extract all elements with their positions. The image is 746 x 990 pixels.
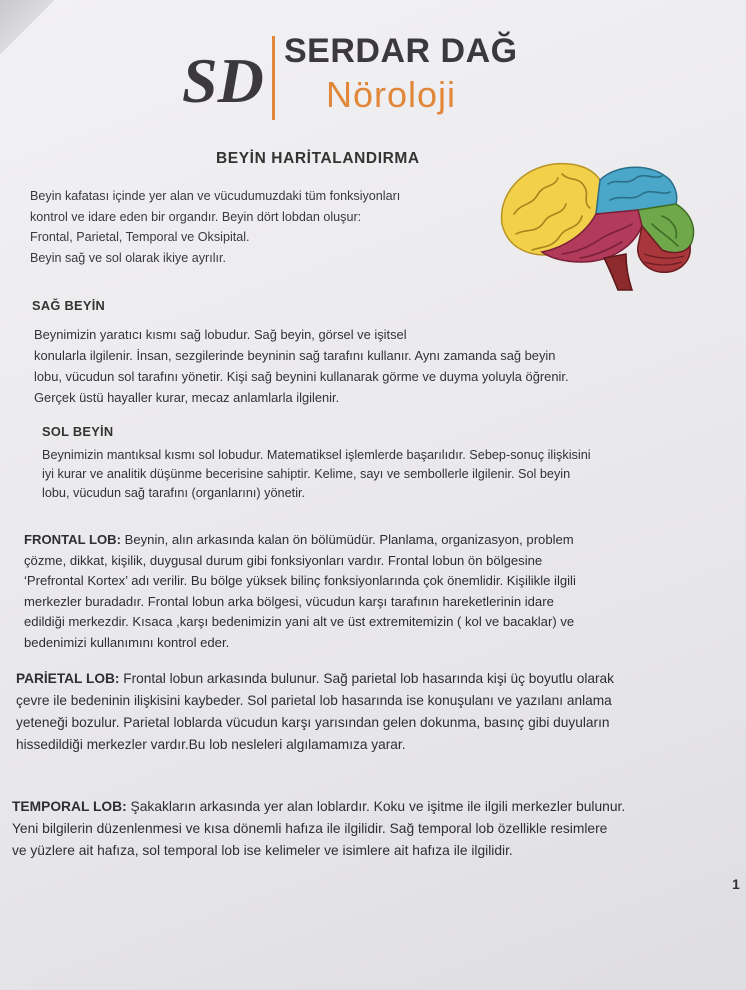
- temporal-line: Şakakların arkasında yer alan loblardır. Koku ve işitme ile ilgili merkezler bulunur.: [126, 799, 626, 814]
- left-brain-line: Beynimizin mantıksal kısmı sol lobudur. Matematiksel işlemlerde başarılıdır. Sebep-sonuç ilişkisini: [42, 448, 591, 462]
- document-title: BEYİN HARİTALANDIRMA: [216, 150, 420, 167]
- left-brain-line: lobu, vücudun sağ tarafını (organlarını) yönetir.: [42, 486, 306, 500]
- parietal-line: çevre ile bedeninin ilişkisini kaybeder. Sol parietal lob hasarında ise konuşulanı ve yazılanı anlama: [16, 693, 612, 708]
- intro-line: Beyin sağ ve sol olarak ikiye ayrılır.: [30, 250, 226, 265]
- parietal-line: hissedildiği merkezler vardır.Bu lob nesleleri algılamamıza yarar.: [16, 737, 406, 752]
- temporal-line: ve yüzlere ait hafıza, sol temporal lob ise kelimeler ve isimlere ait hafıza ile ilgilidir.: [12, 843, 513, 858]
- page-fold: [0, 0, 60, 60]
- page-number: 1: [732, 876, 740, 892]
- frontal-line: çözme, dikkat, kişilik, duygusal durum gibi fonksiyonları vardır. Frontal lobun ön bölgesine: [24, 552, 543, 568]
- frontal-line: Beynin, alın arkasında kalan ön bölümüdür. Planlama, organizasyon, problem: [120, 532, 574, 547]
- right-brain-line: Beynimizin yaratıcı kısmı sağ lobudur. Sağ beyin, görsel ve işitsel: [34, 327, 407, 342]
- frontal-lobe-paragraph: [24, 530, 734, 654]
- brand-name: SERDAR DAĞ: [284, 32, 518, 70]
- intro-line: Frontal, Parietal, Temporal ve Oksipital.: [30, 230, 250, 244]
- right-brain-line: Gerçek üstü hayaller kurar, mecaz anlamlarla ilgilenir.: [34, 390, 340, 405]
- sd-monogram-icon: [178, 34, 268, 124]
- left-brain-line: iyi kurar ve analitik düşünme becerisine sahiptir. Kelime, sayı ve sembollerle ilgilenir. Sol beyin: [42, 467, 571, 481]
- left-brain-paragraph: [42, 446, 742, 503]
- logo-monogram: SD: [182, 45, 264, 116]
- right-brain-heading: SAĞ BEYİN: [32, 298, 106, 313]
- logo: [178, 30, 538, 130]
- temporal-lobe-label: TEMPORAL LOB:: [12, 799, 127, 814]
- right-brain-line: konularla ilgilenir. İnsan, sezgilerinde beyninin sağ tarafını kullanır. Aynı zamanda sağ beyin: [34, 348, 556, 363]
- frontal-line: merkezler buradadır. Frontal lobun arka bölgesi, vücudun karşı tarafının hareketlerinin idare: [24, 593, 554, 609]
- parietal-lobe-paragraph: [16, 668, 736, 756]
- temporal-line: Yeni bilgilerin düzenlenmesi ve kısa dönemli hafıza ile ilgilidir. Sağ temporal lob özellikle resimlere: [12, 821, 608, 836]
- parietal-line: yeteneği bozulur. Parietal loblarda vücudun karşı yarısından gelen dokunma, basınç gibi duyuların: [16, 715, 610, 730]
- right-brain-paragraph: [34, 324, 734, 408]
- intro-line: kontrol ve idare eden bir organdır. Beyin dört lobdan oluşur:: [30, 209, 362, 224]
- frontal-lobe-label: FRONTAL LOB:: [24, 532, 121, 547]
- logo-divider: [272, 36, 275, 120]
- frontal-line: ‘Prefrontal Kortex’ adı verilir. Bu bölge yüksek bilinç fonksiyonlarında çok önemlidir. Kişilikle ilgili: [24, 573, 576, 589]
- intro-line: Beyin kafatası içinde yer alan ve vücudumuzdaki tüm fonksiyonları: [30, 189, 401, 203]
- intro-paragraph: [30, 186, 470, 268]
- frontal-line: edildiği merkezdir. Kısaca ,karşı bedenimizin yani alt ve üst extremitemizin ( kol ve bacaklar) ve: [24, 614, 575, 630]
- parietal-line: Frontal lobun arkasında bulunur. Sağ parietal lob hasarında kişi üç boyutlu olarak: [119, 671, 614, 686]
- brand-subtitle: Nöroloji: [326, 74, 457, 115]
- brain-illustration-icon: [492, 154, 704, 294]
- right-brain-line: lobu, vücudun sol tarafını yönetir. Kişi sağ beynini kullanarak görme ve duyma yoluyla öğrenir.: [34, 369, 569, 384]
- temporal-lobe-paragraph: [12, 796, 738, 862]
- left-brain-heading: SOL BEYİN: [42, 424, 114, 439]
- parietal-lobe-label: PARİETAL LOB:: [16, 671, 120, 686]
- frontal-line: bedenimizi kullanımını kontrol eder.: [24, 634, 230, 650]
